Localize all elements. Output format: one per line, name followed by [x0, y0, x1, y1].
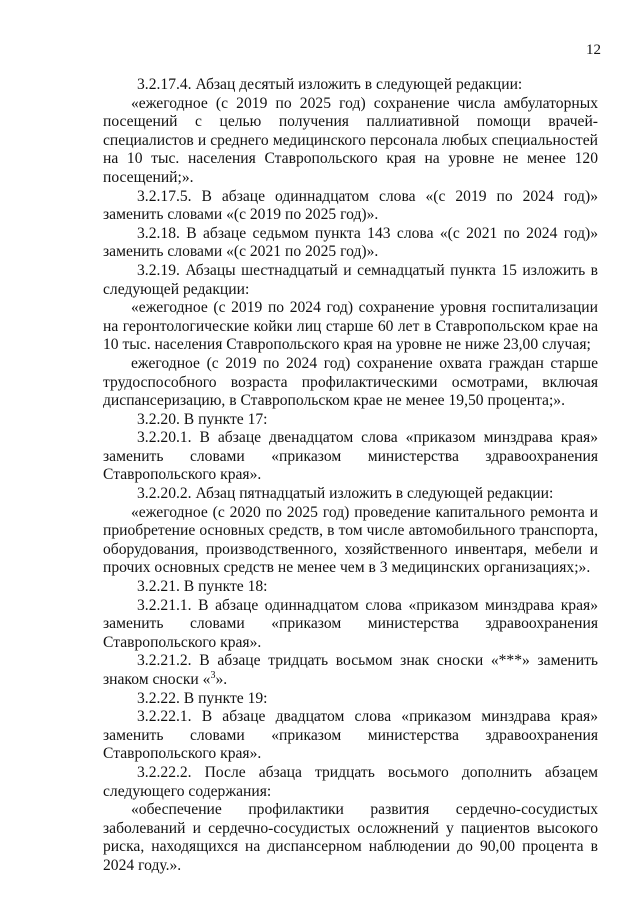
paragraph-3-2-21-2-text: 3.2.21.2. В абзаце тридцать восьмом знак сноски «***» заменить знаком сноски « — [103, 652, 598, 688]
paragraph-3-2-20-1: 3.2.20.1. В абзаце двенадцатом слова «приказом минздрава края» заменить словами «приказом министерства здравоохранения Ставропольского края». — [103, 429, 598, 484]
paragraph-3-2-18: 3.2.18. В абзаце седьмом пункта 143 слова «(с 2021 по 2024 год)» заменить словами «(с 2021 по 2025 год)». — [103, 224, 598, 261]
paragraph-quote-hospitalization: «ежегодное (с 2019 по 2024 год) сохранение уровня госпитализации на геронтологические койки лиц старше 60 лет в Ставропольском крае на 10 тыс. населения Ставропольского края на уровне не ниже 23,00 случая; — [103, 299, 598, 354]
paragraph-3-2-21: 3.2.21. В пункте 18: — [137, 578, 268, 596]
paragraph-3-2-17-5: 3.2.17.5. В абзаце одиннадцатом слова «(с 2019 по 2024 год)» заменить словами «(с 2019 по 2025 год)». — [103, 187, 598, 224]
paragraph-quote-ambulatory-visits: «ежегодное (с 2019 по 2025 год) сохранение числа амбулаторных посещений с целью получения паллиативной помощи врачей-специалистов и среднего медицинского персонала любых специальностей на 10 тыс. населения Ставропольского края на уровне не менее 120 посещений;». — [103, 94, 598, 186]
paragraph-quote-capital-repair: «ежегодное (с 2020 по 2025 год) проведение капитального ремонта и приобретение основных средств, в том числе автомобильного транспорта, оборудования, производственного, хозяйственного инвентаря, мебели и прочих основных средств не менее чем в 3 медицинских организациях;». — [103, 503, 598, 577]
paragraph-quote-cardiovascular: «обеспечение профилактики развития сердечно-сосудистых заболеваний и сердечно-сосудистых осложнений у пациентов высокого риска, находящихся на диспансерном наблюдении до 90,00 процента в 2024 году.». — [103, 801, 598, 874]
footnote-mark: 3 — [210, 669, 216, 681]
paragraph-3-2-22: 3.2.22. В пункте 19: — [137, 689, 268, 707]
paragraph-quote-medical-exams: ежегодное (с 2019 по 2024 год) сохранение охвата граждан старше трудоспособного возраста профилактическими осмотрами, включая диспансеризацию, в Ставропольском крае не менее 19,50 процента;». — [103, 354, 598, 410]
paragraph-3-2-21-2 — [103, 652, 598, 689]
paragraph-3-2-21-2-tail: ». — [215, 671, 228, 688]
paragraph-3-2-20: 3.2.20. В пункте 17: — [137, 410, 268, 428]
paragraph-3-2-22-2: 3.2.22.2. После абзаца тридцать восьмого дополнить абзацем следующего содержания: — [103, 763, 598, 800]
paragraph-3-2-22-1: 3.2.22.1. В абзаце двадцатом слова «приказом минздрава края» заменить словами «приказом министерства здравоохранения Ставропольского края». — [103, 708, 598, 763]
paragraph-3-2-17-4: 3.2.17.4. Абзац десятый изложить в следующей редакции: — [137, 76, 523, 93]
paragraph-3-2-19: 3.2.19. Абзацы шестнадцатый и семнадцатый пункта 15 изложить в следующей редакции: — [103, 261, 598, 298]
paragraph-3-2-21-1: 3.2.21.1. В абзаце одиннадцатом слова «приказом минздрава края» заменить словами «приказом министерства здравоохранения Ставропольского края». — [103, 596, 598, 651]
page-number: 12 — [586, 42, 601, 58]
document-body — [103, 76, 598, 876]
paragraph-3-2-20-2: 3.2.20.2. Абзац пятнадцатый изложить в следующей редакции: — [137, 485, 554, 503]
